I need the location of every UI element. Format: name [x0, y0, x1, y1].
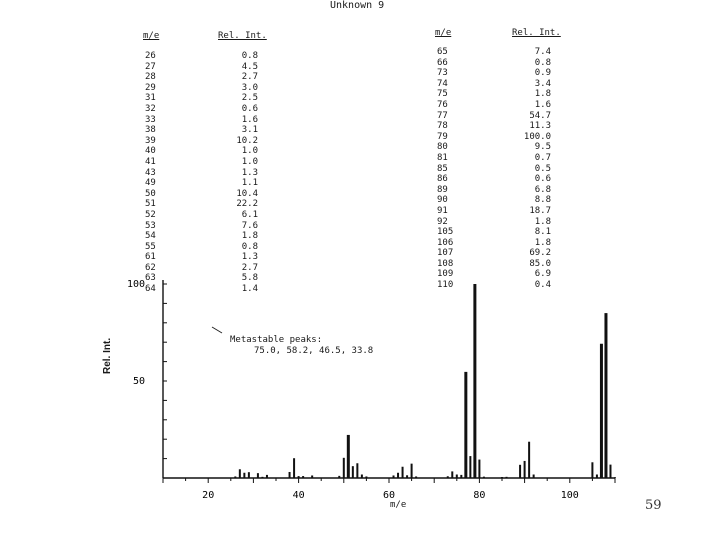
col-header-int-left: Rel. Int. [218, 31, 267, 41]
table-cell-mz: 80 [437, 142, 448, 153]
spectrum-bar [239, 469, 241, 478]
spectrum-bar [266, 475, 268, 478]
table-cell-rel-int: 6.1 [241, 209, 258, 220]
table-cell-rel-int: 1.3 [241, 167, 258, 178]
table-cell-mz: 78 [437, 121, 448, 132]
spectrum-bar [302, 476, 304, 478]
spectrum-bar [411, 464, 413, 478]
table-cell-mz: 39 [145, 135, 156, 146]
table-cell-mz: 85 [437, 163, 448, 174]
table-cell-mz: 27 [145, 61, 156, 72]
spectrum-bar [478, 460, 480, 478]
table-cell-rel-int: 3.4 [534, 78, 551, 89]
spectrum-bar [397, 473, 399, 478]
spectrum-bar [365, 476, 367, 478]
spectrum-bar [456, 475, 458, 478]
table-cell-mz: 29 [145, 82, 156, 93]
spectrum-bar [243, 473, 245, 478]
table-cell-mz: 91 [437, 205, 448, 216]
table-cell-rel-int: 1.8 [241, 231, 258, 242]
col-header-mz-left: m/e [143, 31, 160, 41]
table-cell-rel-int: 2.7 [241, 72, 258, 83]
table-cell-mz: 65 [437, 47, 448, 57]
table-cell-rel-int: 22.2 [236, 199, 258, 210]
table-cell-mz: 92 [437, 216, 448, 227]
spectrum-bar [289, 472, 291, 478]
spectrum-bar [483, 477, 485, 478]
table-cell-mz: 66 [437, 57, 448, 68]
table-cell-mz: 40 [145, 146, 156, 157]
table-cell-rel-int: 1.1 [241, 178, 258, 189]
spectrum-bar [469, 456, 471, 478]
table-cell-mz: 74 [437, 78, 448, 89]
table-cell-rel-int: 54.7 [529, 110, 551, 121]
metastable-title: Metastable peaks: [230, 335, 323, 345]
spectrum-bar [298, 476, 300, 478]
spectrum-bar [464, 372, 467, 478]
table-cell-mz: 49 [145, 178, 156, 189]
x-tick-label: 60 [382, 490, 396, 501]
table-cell-mz: 33 [145, 114, 156, 125]
table-cell-rel-int: 0.7 [534, 152, 551, 163]
table-cell-mz: 105 [437, 227, 454, 238]
table-cell-rel-int: 1.6 [241, 114, 258, 125]
metastable-annotation [230, 335, 373, 357]
table-cell-mz: 62 [145, 262, 156, 273]
spectrum-bar [352, 466, 354, 478]
table-cell-mz: 26 [145, 51, 156, 61]
spectrum-bar [356, 463, 358, 478]
table-cell-rel-int: 5.8 [241, 273, 258, 284]
table-cell-mz: 79 [437, 131, 448, 142]
y-tick-label: 50 [132, 376, 145, 387]
table-cell-mz: 31 [145, 93, 156, 104]
table-cell-mz: 89 [437, 184, 448, 195]
table-cell-mz: 63 [145, 273, 156, 284]
spectrum-bar [524, 461, 526, 478]
table-cell-rel-int: 6.9 [534, 269, 551, 280]
table-cell-mz: 61 [145, 252, 156, 263]
table-cell-rel-int: 18.7 [529, 205, 551, 216]
table-cell-mz: 75 [437, 89, 448, 100]
spectrum-bar [261, 477, 263, 478]
spectrum-bar [460, 475, 462, 478]
table-cell-mz: 51 [145, 199, 156, 210]
table-cell-rel-int: 1.6 [534, 99, 551, 110]
table-cell-mz: 77 [437, 110, 448, 121]
table-cell-mz: 52 [145, 209, 156, 220]
spectrum-bar [343, 458, 345, 478]
table-cell-rel-int: 0.6 [534, 174, 551, 185]
table-cell-rel-int: 3.1 [241, 125, 258, 136]
spectrum-bar [347, 435, 350, 478]
table-cell-rel-int: 1.3 [241, 252, 258, 263]
table-cell-rel-int: 0.9 [534, 68, 551, 79]
table-cell-mz: 106 [437, 237, 454, 248]
table-cell-mz: 107 [437, 248, 454, 259]
spectrum-bar [361, 475, 363, 478]
table-cell-mz: 90 [437, 195, 448, 206]
table-cell-rel-int: 7.6 [241, 220, 258, 231]
spectrum-bar [591, 462, 593, 478]
spectrum-bar [402, 467, 404, 478]
table-cell-rel-int: 1.8 [534, 237, 551, 248]
spectrum-bar [501, 477, 503, 478]
spectrum-bar [447, 476, 449, 478]
spectrum-bar [473, 284, 476, 478]
x-tick-label: 80 [473, 490, 486, 501]
page-title: Unknown 9 [330, 0, 385, 11]
table-cell-rel-int: 85.0 [529, 258, 551, 269]
table-cell-rel-int: 0.6 [241, 103, 258, 114]
spectrum-bar [393, 475, 395, 478]
table-cell-rel-int: 11.3 [529, 121, 551, 132]
table-cell-mz: 41 [145, 156, 156, 167]
page-number: 59 [645, 498, 662, 513]
spectrum-bar [311, 475, 313, 478]
spectrum-bar [609, 465, 611, 478]
table-cell-rel-int: 1.8 [534, 89, 551, 100]
spectrum-bar [406, 475, 408, 478]
table-cell-mz: 64 [145, 284, 156, 295]
spectrum-bar [338, 476, 340, 478]
table-cell-rel-int: 1.8 [534, 216, 551, 227]
table-cell-rel-int: 0.8 [241, 51, 258, 61]
x-axis-label: m/e [390, 500, 407, 510]
table-cell-rel-int: 10.2 [236, 135, 258, 146]
x-tick-label: 100 [560, 490, 579, 501]
table-cell-rel-int: 1.0 [241, 156, 258, 167]
table-cell-rel-int: 8.8 [534, 195, 551, 206]
x-tick-label: 40 [292, 490, 305, 501]
table-cell-rel-int: 6.8 [534, 184, 551, 195]
table-cell-mz: 54 [145, 231, 156, 242]
spectrum-bar [248, 472, 250, 478]
table-cell-rel-int: 1.0 [241, 146, 258, 157]
table-cell-mz: 108 [437, 258, 454, 269]
spectrum-bar [600, 344, 603, 478]
table-cell-rel-int: 0.4 [534, 280, 551, 291]
y-axis-label: Rel. Int. [102, 337, 113, 374]
table-cell-mz: 110 [437, 280, 454, 291]
spectrum-bar [519, 465, 521, 478]
table-cell-mz: 28 [145, 72, 156, 83]
table-cell-rel-int: 2.7 [241, 262, 258, 273]
table-cell-mz: 43 [145, 167, 156, 178]
table-cell-mz: 55 [145, 241, 156, 252]
metastable-values: 75.0, 58.2, 46.5, 33.8 [254, 346, 374, 356]
spectrum-bar [293, 458, 295, 478]
spectrum-bar [257, 473, 259, 478]
table-cell-rel-int: 0.8 [241, 241, 258, 252]
col-header-mz-right: m/e [435, 28, 452, 38]
table-cell-mz: 86 [437, 174, 448, 185]
table-cell-rel-int: 4.5 [241, 61, 258, 72]
spectrum-bar [451, 471, 453, 478]
spectrum-bar [614, 477, 616, 478]
table-cell-mz: 76 [437, 99, 448, 110]
spectrum-bar [533, 475, 535, 478]
table-cell-mz: 38 [145, 125, 156, 136]
table-cell-mz: 32 [145, 103, 156, 114]
table-cell-rel-int: 7.4 [534, 47, 551, 57]
table-cell-rel-int: 0.5 [534, 163, 551, 174]
y-tick-label: 100 [126, 279, 145, 290]
table-cell-mz: 50 [145, 188, 156, 199]
table-cell-rel-int: 100.0 [523, 131, 551, 142]
spectrum-bar [528, 442, 530, 478]
x-tick-label: 20 [202, 490, 215, 501]
table-cell-rel-int: 9.5 [534, 142, 551, 153]
table-cell-rel-int: 3.0 [241, 82, 258, 93]
annotation-pointer [212, 327, 222, 333]
table-cell-mz: 53 [145, 220, 156, 231]
spectrum-bar [604, 313, 607, 478]
spectrum-bar [415, 476, 417, 478]
table-cell-rel-int: 2.5 [241, 93, 258, 104]
spectrum-bar [234, 476, 236, 478]
table-cell-rel-int: 69.2 [529, 248, 551, 259]
spectrum-bar [506, 477, 508, 478]
table-cell-rel-int: 0.8 [534, 57, 551, 68]
table-cell-mz: 109 [437, 269, 454, 280]
table-cell-rel-int: 10.4 [236, 188, 258, 199]
table-cell-rel-int: 8.1 [534, 227, 551, 238]
table-cell-rel-int: 1.4 [241, 284, 258, 295]
col-header-int-right: Rel. Int. [512, 28, 561, 38]
table-cell-mz: 81 [437, 152, 448, 163]
table-cell-mz: 73 [437, 68, 448, 79]
spectrum-bar [596, 475, 598, 478]
